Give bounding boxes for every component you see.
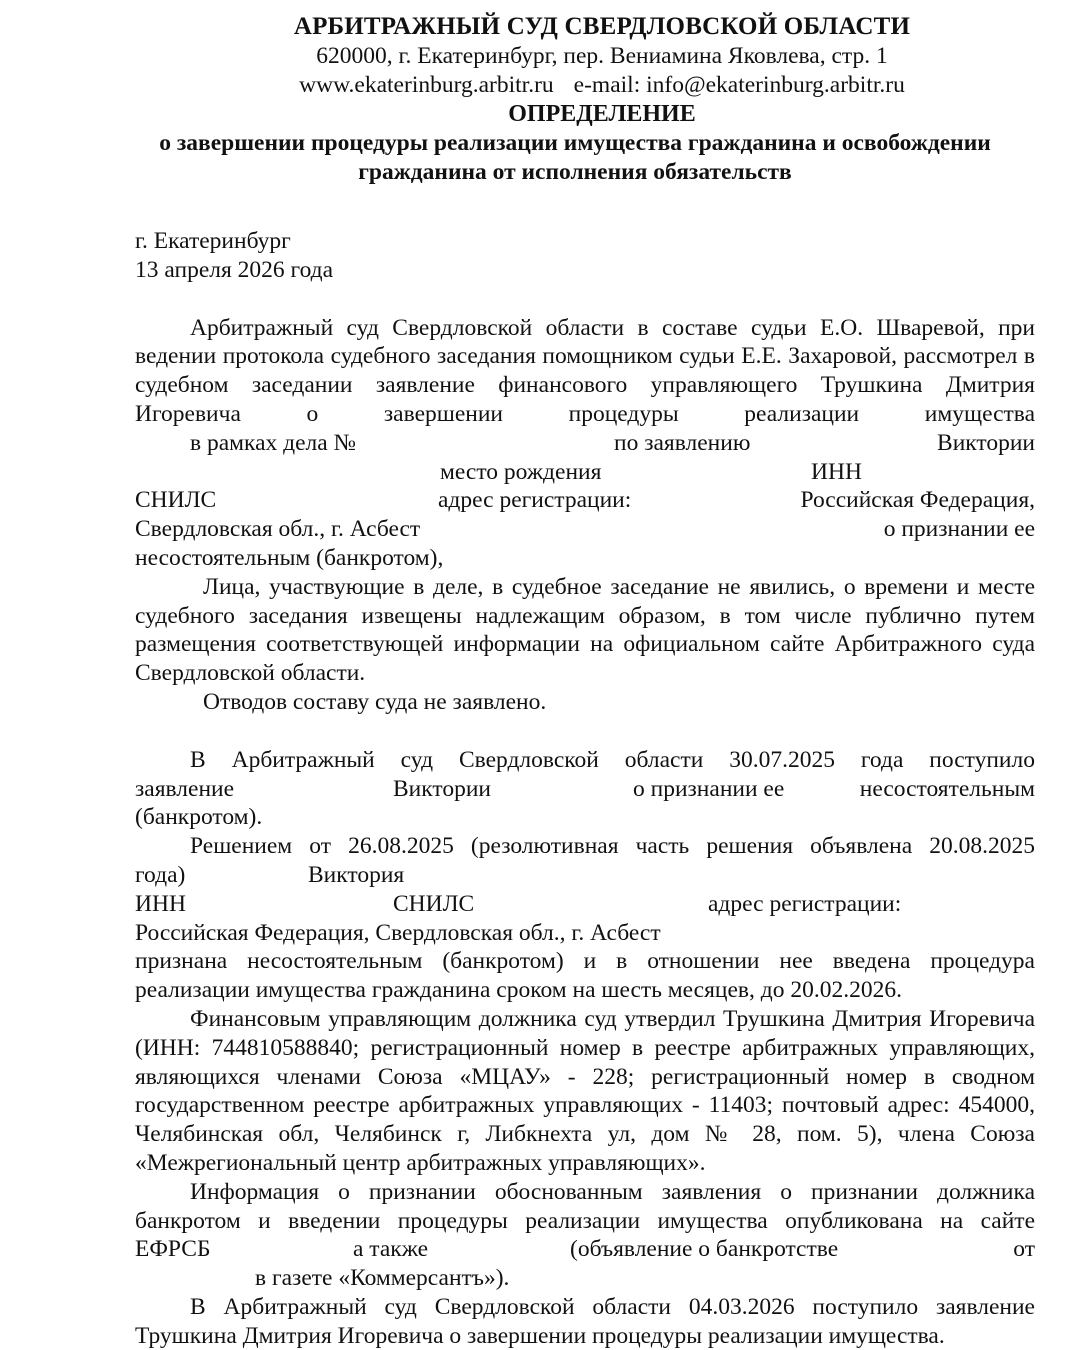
filing-subject-end: несостоятельным	[859, 775, 1035, 802]
decision-inn-label: ИНН	[135, 890, 186, 917]
decision-snils-label: СНИЛС	[393, 890, 475, 917]
intro-birth-line	[135, 458, 1035, 487]
court-name: АРБИТРАЖНЫЙ СУД СВЕРДЛОВСКОЙ ОБЛАСТИ	[293, 13, 911, 40]
place-date	[135, 227, 1035, 285]
subtitle-line-1: о завершении процедуры реализации имущества гражданина и освобождении	[159, 130, 991, 156]
region: Свердловская обл., г. Асбест	[135, 516, 421, 543]
manager-paragraph: Финансовым управляющим должника суд утвердил Трушкина Дмитрия Игоревича (ИНН: 744810588840; регистрационный номер в реестре арбитражных управляющих, являющихся членами Союза «МЦАУ» - 228; регистрационный номер в сводном государственном реестре арбитражных управляющих - 11403; почтовый адрес: 454000, Челябинская обл, Челябинск г, Либкнехта ул, дом № 28, пом. 5), члена Союза «Межрегиональный центр арбитражных управляющих».	[135, 1005, 1035, 1176]
intro-tail: несостоятельным (банкротом),	[135, 544, 444, 571]
birthplace-label: место рождения	[440, 458, 602, 485]
court-contacts	[0, 71, 1069, 100]
decision-debtor-name: Виктория	[308, 861, 405, 888]
announcement-label: (объявление о банкротстве	[570, 1236, 839, 1263]
filing-line-1: В Арбитражный суд Свердловской области 30.07.2025 года поступило	[190, 746, 1035, 773]
filing-debtor-name: Виктории	[393, 775, 491, 802]
parties-paragraph: Лица, участвующие в деле, в судебное заседание не явились, о времени и месте судебного заседания извещены надлежащим образом, в том числе публично путем размещения соответствующей информации на официальном сайте Арбитражного суда Свердловской области.	[135, 573, 1035, 687]
also-label: а также	[353, 1236, 429, 1263]
intro-case-line	[135, 429, 1035, 458]
court-address: 620000, г. Екатеринбург, пер. Вениамина Яковлева, стр. 1	[316, 43, 888, 69]
decision-line-1: Решением от 26.08.2025 (резолютивная часть решения объявлена 20.08.2025	[190, 833, 1035, 860]
court-email: e-mail: info@ekaterinburg.arbitr.ru	[573, 72, 905, 98]
intro-region-line	[135, 515, 1035, 544]
filing-subject: о признании ее	[633, 775, 785, 802]
decision-text: признана несостоятельным (банкротом) и в отношении нее введена процедура реализации имущества гражданина сроком на шесть месяцев, до 20.02.2026.	[135, 948, 1035, 1004]
snils-label: СНИЛС	[135, 487, 217, 514]
from-label: от	[1013, 1236, 1035, 1263]
decision-line-4: Российская Федерация, Свердловская обл., г. Асбест	[135, 919, 661, 946]
intro-paragraph: Арбитражный суд Свердловской области в составе судьи Е.О. Шваревой, при ведении протокола судебного заседания помощником судьи Е.Е. Захаровой, рассмотрел в судебном заседании заявление финансового управляющего Трушкина Дмитрия Игоревича о завершении процедуры реализации имущества	[135, 314, 1035, 427]
application-subject: о признании ее	[883, 516, 1035, 543]
decision-line-3	[135, 890, 1035, 919]
publication-paragraph: Информация о признании обоснованным заявления о признании должника банкротом и введении процедуры реализации имущества опубликована на сайте	[135, 1178, 1035, 1234]
document-title: ОПРЕДЕЛЕНИЕ	[508, 101, 696, 127]
publication-line-3	[135, 1235, 1035, 1264]
subtitle-line-2: гражданина от исполнения обязательств	[358, 159, 792, 185]
document-subtitle	[125, 129, 1025, 187]
case-number-label: в рамках дела №	[190, 429, 356, 456]
inn-label: ИНН	[811, 458, 862, 485]
case-applicant-label: по заявлению	[614, 429, 751, 456]
filing-line-2	[135, 775, 1035, 804]
decision-registration-label: адрес регистрации:	[708, 890, 902, 917]
debtor-first-name: Виктории	[937, 429, 1035, 456]
decision-year-label: года)	[135, 861, 186, 888]
date: 13 апреля 2026 года	[135, 256, 334, 283]
filing-application-label: заявление	[135, 775, 235, 802]
efrsb-label: ЕФРСБ	[135, 1236, 211, 1263]
place: г. Екатеринбург	[135, 228, 291, 254]
decision-line-2	[135, 861, 1035, 890]
intro-snils-line	[135, 486, 1035, 515]
court-website: www.ekaterinburg.arbitr.ru	[299, 72, 554, 98]
recusal-line: Отводов составу суда не заявлено.	[203, 688, 547, 715]
completion-paragraph: В Арбитражный суд Свердловской области 04.03.2026 поступило заявление Трушкина Дмитрия Игоревича о завершении процедуры реализации имущества.	[135, 1293, 1035, 1349]
country: Российская Федерация,	[800, 487, 1035, 514]
registration-label: адрес регистрации:	[438, 487, 632, 514]
publication-line-4: в газете «Коммерсантъ»).	[255, 1265, 510, 1292]
filing-line-3: (банкротом).	[135, 804, 263, 831]
